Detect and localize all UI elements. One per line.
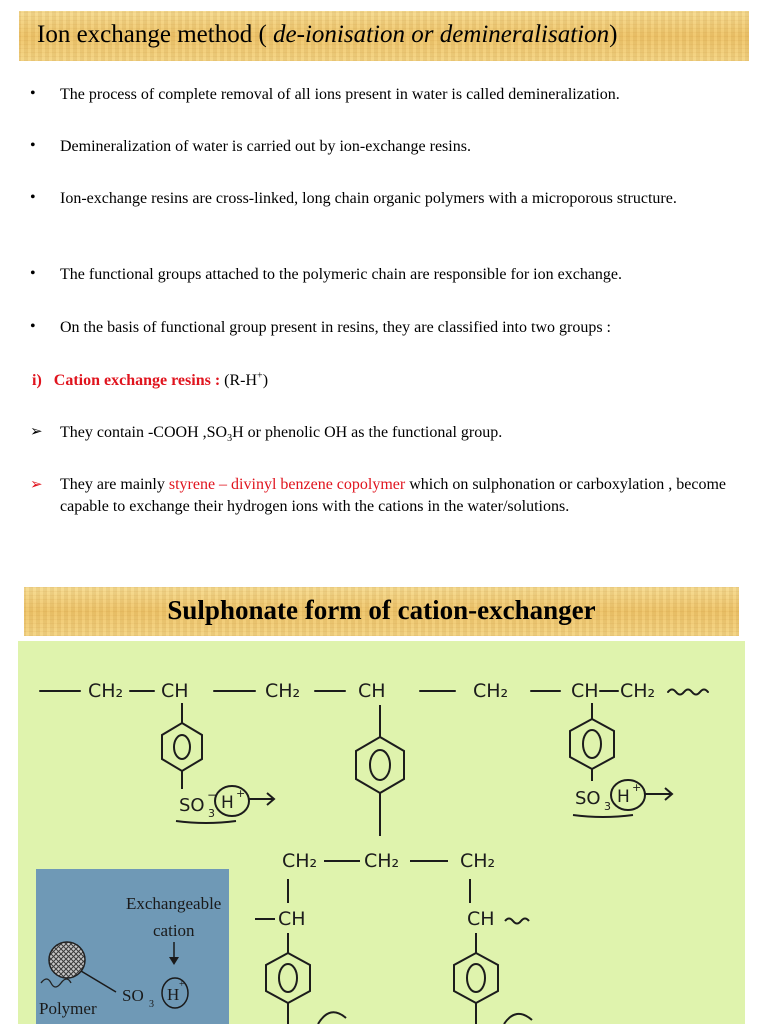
chain-label: CH xyxy=(571,680,599,702)
resin-bead-inset xyxy=(36,869,229,1024)
chain-label: CH₂ xyxy=(282,850,318,872)
chain-label: CH xyxy=(278,908,306,930)
benzene-ring-lower-right xyxy=(454,933,532,1024)
svg-text:Polymer: Polymer xyxy=(39,999,97,1018)
chain-label: CH₂ xyxy=(620,680,656,702)
point-1: The process of complete removal of all ions present in water is called demineralization. xyxy=(60,86,620,103)
arrow-point-1: They contain -COOH $,SO_3H$ or phenolic OH as the functional group. xyxy=(60,424,503,445)
svg-text:H: H xyxy=(167,985,180,1004)
bullet-icon: • xyxy=(30,85,36,102)
svg-text:Exchangeable: Exchangeable xyxy=(126,894,222,913)
benzene-ring-right xyxy=(570,703,614,781)
chain-label: CH xyxy=(467,908,495,930)
svg-text:SO: SO xyxy=(575,788,601,809)
svg-text:H: H xyxy=(221,793,234,813)
point-2: Demineralization of water is carried out by ion-exchange resins. xyxy=(60,138,471,155)
bullet-icon: • xyxy=(30,318,36,335)
svg-text:3: 3 xyxy=(149,999,154,1010)
svg-text:+: + xyxy=(632,781,642,794)
benzene-ring-middle xyxy=(356,705,404,836)
chain-label: CH₂ xyxy=(88,680,124,702)
polymer-main-chain xyxy=(40,680,708,702)
svg-text:SO: SO xyxy=(179,795,205,816)
cation-heading: i) Cation exchange resins : (R-H+) xyxy=(32,370,269,389)
point-5: On the basis of functional group present in resins, they are classified into two groups : xyxy=(60,319,611,336)
point-4: The functional groups attached to the polymeric chain are responsible for ion exchange. xyxy=(60,266,623,283)
sulphonate-group-right xyxy=(573,780,672,817)
benzene-ring-lower-left xyxy=(266,933,346,1024)
figure-title: Sulphonate form of cation-exchanger xyxy=(167,595,596,625)
svg-text:SO: SO xyxy=(122,986,144,1005)
svg-text:−: − xyxy=(207,788,218,802)
chain-label: CH₂ xyxy=(473,680,509,702)
bullet-icon: • xyxy=(30,189,36,206)
resin-structure-diagram xyxy=(18,641,745,1024)
subtitle-banner xyxy=(24,587,739,636)
svg-text:3: 3 xyxy=(208,807,215,820)
svg-text:H: H xyxy=(617,787,630,807)
chain-label: CH₂ xyxy=(265,680,301,702)
sulphonate-group-left xyxy=(176,786,274,823)
svg-text:+: + xyxy=(236,787,246,800)
title-banner xyxy=(19,11,749,61)
bullet-icon: • xyxy=(30,265,36,282)
svg-text:cation: cation xyxy=(153,921,195,940)
page-title: Ion exchange method ( de-ionisation or demineralisation) xyxy=(37,21,618,48)
benzene-ring-left xyxy=(162,703,202,789)
resin-bead-drawing xyxy=(36,869,229,1024)
arrow-bullet-icon: ➢ xyxy=(30,424,43,440)
chain-label: CH₂ xyxy=(364,850,400,872)
svg-text:+: + xyxy=(179,979,185,990)
svg-text:3: 3 xyxy=(604,800,611,813)
point-3: Ion-exchange resins are cross-linked, long chain organic polymers with a microporous structure. xyxy=(60,190,677,207)
bullet-icon: • xyxy=(30,137,36,154)
chain-label: CH₂ xyxy=(460,850,496,872)
arrow-bullet-icon: ➢ xyxy=(30,477,43,493)
chain-label: CH xyxy=(161,680,189,702)
polymer-crosslink-chain xyxy=(255,850,529,930)
chain-label: CH xyxy=(358,680,386,702)
arrow-point-2: They are mainly styrene – divinyl benzene copolymer which on sulphonation or carboxylation , become capable to exchange their hydrogen ions with the cations in the water/solutions. xyxy=(60,476,727,515)
